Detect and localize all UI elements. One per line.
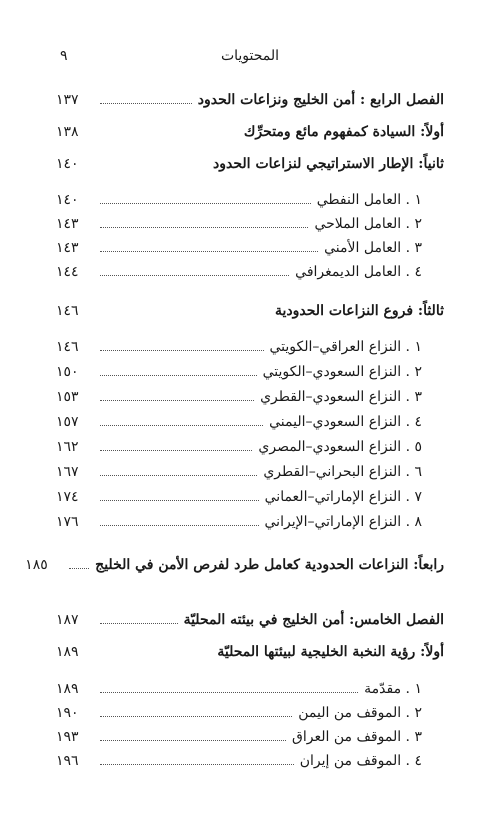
toc-entry-label: أولاً: رؤية النخبة الخليجية لبيئتها المحليّة [217, 644, 444, 660]
toc-entry-label: أولاً: السيادة كمفهوم مائع ومتحرِّك [243, 124, 444, 140]
toc-entry-page: ١٣٧ [56, 92, 79, 108]
toc-entry-label: ٢ . الموقف من اليمن [298, 705, 422, 721]
toc-entry-page: ١٩٦ [56, 753, 79, 769]
toc-entry [56, 121, 444, 143]
dot-leader [100, 91, 192, 104]
dot-leader [100, 644, 211, 656]
toc-entry [56, 436, 444, 458]
toc-entry [56, 411, 444, 433]
toc-entry-page: ١٦٧ [56, 464, 79, 480]
toc-entry-page: ١٤٣ [56, 216, 79, 232]
toc-entry [56, 386, 444, 408]
dot-leader [100, 513, 259, 526]
dot-leader [100, 191, 311, 204]
dot-leader [100, 488, 259, 501]
toc-entry [56, 361, 444, 383]
dot-leader [100, 611, 178, 624]
toc-entry-label: ٣ . النزاع السعودي–القطري [260, 389, 422, 405]
toc-entry [56, 511, 444, 533]
dot-leader [100, 239, 318, 252]
page-number: ٩ [60, 48, 68, 64]
toc-entry-label: ٤ . الموقف من إيران [299, 753, 422, 769]
page-header [60, 44, 440, 68]
toc-entry-label: رابعاً: النزاعات الحدودية كعامل طرد لفرص الأمن في الخليج [95, 557, 444, 573]
toc-entry-page: ١٤٣ [56, 240, 79, 256]
toc-entry-page: ١٨٧ [56, 612, 79, 628]
dot-leader [100, 124, 238, 136]
toc-entry [56, 726, 444, 748]
dot-leader [100, 363, 257, 376]
dot-leader [100, 156, 207, 168]
toc-entry-page: ١٤٦ [56, 339, 79, 355]
toc-entry-label: ٥ . النزاع السعودي–المصري [258, 439, 422, 455]
toc-entry-label: ٢ . النزاع السعودي–الكويتي [262, 364, 422, 380]
toc-entry-label: ثانياً: الإطار الاستراتيجي لنزاعات الحدود [213, 156, 444, 172]
toc-entry-page: ١٣٨ [56, 124, 79, 140]
toc-entry [25, 554, 444, 576]
dot-leader [100, 215, 308, 228]
dot-leader [69, 556, 89, 569]
toc-entry-label: الفصل الخامس: أمن الخليج في بيئته المحليّة [183, 612, 444, 628]
dot-leader [100, 752, 294, 765]
toc-entry-page: ١٤٦ [56, 303, 79, 319]
dot-leader [100, 463, 257, 476]
toc-entry-label: الفصل الرابع : أمن الخليج ونزاعات الحدود [197, 92, 444, 108]
toc-entry-label: ١ . العامل النفطي [316, 192, 422, 208]
dot-leader [100, 438, 252, 451]
toc-entry-label: ٣ . الموقف من العراق [292, 729, 422, 745]
dot-leader [100, 303, 269, 315]
dot-leader [100, 728, 286, 741]
toc-entry-label: ٨ . النزاع الإماراتي–الإيراني [264, 514, 422, 530]
toc-entry-label: ٣ . العامل الأمني [324, 240, 422, 256]
toc-entry-label: ١ . النزاع العراقي–الكويتي [269, 339, 422, 355]
toc-entry-page: ١٥٣ [56, 389, 79, 405]
toc-entry-label: ١ . مقدّمة [364, 681, 422, 697]
toc-entry [56, 213, 444, 235]
toc-entry-page: ١٨٩ [56, 681, 79, 697]
toc-entry [56, 702, 444, 724]
toc-entry-label: ثالثاً: فروع النزاعات الحدودية [275, 303, 444, 319]
dot-leader [100, 338, 264, 351]
toc-entry-page: ١٧٤ [56, 489, 79, 505]
toc-entry [56, 609, 444, 631]
toc-entry [56, 750, 444, 772]
toc-entry [56, 486, 444, 508]
toc-entry-page: ١٧٦ [56, 514, 79, 530]
toc-entry-label: ٤ . النزاع السعودي–اليمني [269, 414, 422, 430]
toc-entry [56, 300, 444, 322]
toc-entry-page: ١٤٠ [56, 192, 79, 208]
toc-entry-page: ١٤٤ [56, 264, 79, 280]
toc-entry-label: ٤ . العامل الديمغرافي [295, 264, 422, 280]
toc-entry [56, 641, 444, 663]
toc-entry [56, 261, 444, 283]
dot-leader [100, 704, 292, 717]
page-title: المحتويات [220, 48, 280, 64]
toc-entry [56, 189, 444, 211]
toc-entry-page: ١٩٠ [56, 705, 79, 721]
toc-entry [56, 89, 444, 111]
toc-entry [56, 678, 444, 700]
dot-leader [100, 263, 289, 276]
dot-leader [100, 680, 358, 693]
toc-entry-label: ٦ . النزاع البحراني–القطري [263, 464, 422, 480]
toc-entry-page: ١٨٩ [56, 644, 79, 660]
toc-entry-page: ١٥٠ [56, 364, 79, 380]
toc-entry-page: ١٤٠ [56, 156, 79, 172]
toc-entry [56, 153, 444, 175]
toc-entry-label: ٧ . النزاع الإماراتي–العماني [264, 489, 422, 505]
toc-entry-page: ١٨٥ [25, 557, 48, 573]
toc-entry [56, 461, 444, 483]
toc-entry-label: ٢ . العامل الملاحي [314, 216, 422, 232]
toc-entry [56, 237, 444, 259]
dot-leader [100, 388, 254, 401]
dot-leader [100, 413, 263, 426]
toc-entry-page: ١٩٣ [56, 729, 79, 745]
toc-entry-page: ١٥٧ [56, 414, 79, 430]
toc-entry [56, 336, 444, 358]
toc-entry-page: ١٦٢ [56, 439, 79, 455]
